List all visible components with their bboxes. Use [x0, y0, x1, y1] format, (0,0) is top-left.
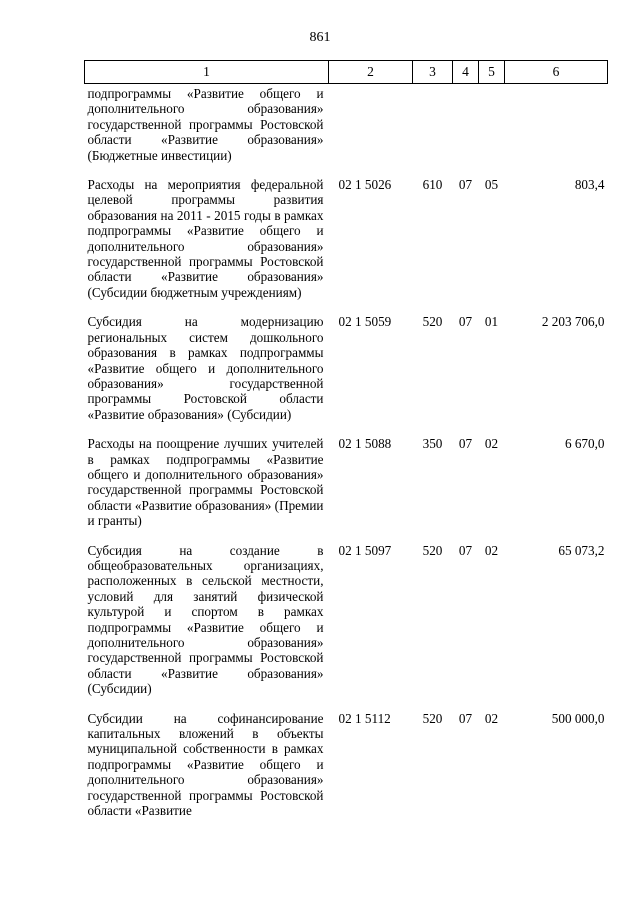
page-number: 861	[309, 30, 331, 45]
row-description: Субсидии на софинансирование капитальных вложений в объекты муниципальной собственности в рамках подпрограммы «Развитие общего и дополнительного образования» государственной программы Ростовской области «Развитие	[87, 710, 324, 819]
table-row	[85, 84, 608, 178]
table-row	[85, 543, 608, 711]
table-header	[85, 61, 608, 84]
row-subsection: 02	[484, 710, 499, 726]
row-target-code: 02 1 5097	[338, 542, 392, 558]
row-amount: 65 073,2	[558, 542, 605, 558]
row-target-code: 02 1 5026	[338, 177, 392, 193]
row-description: Расходы на поощрение лучших учителей в рамках подпрограммы «Развитие общего и дополнительного образования» государственной программы Ростовской области «Развитие образования» (Премии и гранты)	[87, 436, 324, 529]
row-section: 07	[458, 177, 473, 193]
row-target-code: 02 1 5059	[338, 314, 392, 330]
budget-table	[84, 60, 608, 832]
row-target-code: 02 1 5112	[338, 710, 391, 726]
row-subsection	[479, 84, 505, 178]
header-col-3: 3	[413, 61, 453, 84]
row-subsection: 05	[484, 177, 499, 193]
row-description: Субсидия на создание в общеобразовательных организациях, расположенных в сельской местности, условий для занятий физической культурой и спортом в рамках подпрограммы «Развитие общего и дополнительного образования» государственной программы Ростовской области «Развитие образования» (Субсидии)	[87, 542, 324, 697]
table-row	[85, 711, 608, 833]
row-amount: 6 670,0	[564, 436, 605, 452]
row-description: подпрограммы «Развитие общего и дополнительного образования» государственной программы Ростовской области «Развитие образования» (Бюджетные инвестиции)	[87, 86, 324, 163]
row-section	[453, 84, 479, 178]
row-expense-type: 520	[422, 710, 443, 726]
header-col-5: 5	[479, 61, 505, 84]
row-description: Расходы на мероприятия федеральной целевой программы развития образования на 2011 - 2015 годы в рамках подпрограммы «Развитие общего и дополнительного образования» государственной программы Ростовской области «Развитие образования» (Субсидии бюджетным учреждениям)	[87, 177, 324, 300]
row-amount: 803,4	[574, 177, 605, 193]
row-amount: 2 203 706,0	[541, 314, 605, 330]
row-expense-type	[413, 84, 453, 178]
row-amount: 500 000,0	[551, 710, 605, 726]
row-subsection: 02	[484, 436, 499, 452]
row-subsection: 01	[484, 314, 499, 330]
header-col-2: 2	[329, 61, 413, 84]
row-expense-type: 610	[422, 177, 443, 193]
row-target-code	[329, 84, 413, 178]
table-row	[85, 314, 608, 436]
row-description: Субсидия на модернизацию региональных систем дошкольного образования в рамках подпрограммы «Развитие общего и дополнительного образования» государственной программы Ростовской области «Развитие образования» (Субсидии)	[87, 314, 324, 422]
row-section: 07	[458, 314, 473, 330]
table-row	[85, 177, 608, 314]
row-section: 07	[458, 436, 473, 452]
row-amount	[505, 84, 608, 178]
row-expense-type: 520	[422, 314, 443, 330]
header-col-6: 6	[505, 61, 608, 84]
row-section: 07	[458, 710, 473, 726]
row-section: 07	[458, 542, 473, 558]
row-expense-type: 520	[422, 542, 443, 558]
row-subsection: 02	[484, 542, 499, 558]
row-target-code: 02 1 5088	[338, 436, 392, 452]
table-row	[85, 436, 608, 542]
header-col-4: 4	[453, 61, 479, 84]
row-expense-type: 350	[422, 436, 443, 452]
header-col-1: 1	[85, 61, 329, 84]
